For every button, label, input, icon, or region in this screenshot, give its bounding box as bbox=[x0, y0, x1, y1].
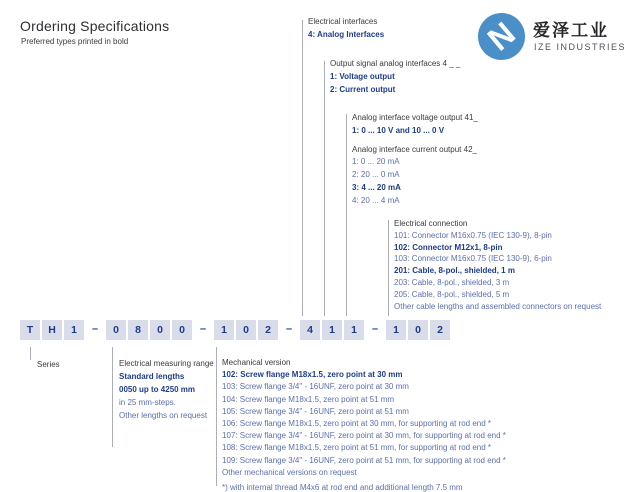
part-number-box: 0 bbox=[172, 320, 192, 340]
option-item: 1: 0 ... 20 mA bbox=[352, 157, 400, 167]
part-number-separator: – bbox=[91, 323, 99, 335]
option-item: 1: Voltage output bbox=[330, 71, 395, 81]
option-item: 105: Screw flange 3/4" - 16UNF, zero point at 51 mm bbox=[222, 406, 409, 416]
option-item: 203: Cable, 8-pol., shielded, 3 m bbox=[394, 277, 510, 287]
ize-logo-icon bbox=[477, 12, 526, 66]
option-item: 0050 up to 4250 mm bbox=[119, 385, 196, 394]
connector-line-mechanical-version bbox=[216, 347, 217, 486]
part-number-box: 1 bbox=[322, 320, 342, 340]
option-item: 107: Screw flange 3/4" - 16UNF, zero point at 30 mm, for supporting at rod end * bbox=[222, 431, 506, 441]
part-number-group-measuring-range bbox=[106, 320, 192, 340]
option-item: 2: Current output bbox=[330, 84, 396, 94]
option-item: 1: 0 ... 10 V and 10 ... 0 V bbox=[352, 125, 445, 135]
part-number-separator: – bbox=[285, 323, 293, 335]
part-number-box: 0 bbox=[150, 320, 170, 340]
part-number-box: 0 bbox=[236, 320, 256, 340]
option-item: 106: Screw flange M18x1.5, zero point at 30 mm, for supporting at rod end * bbox=[222, 419, 492, 429]
option-item: 109: Screw flange 3/4" - 16UNF, zero point at 51 mm, for supporting at rod end * bbox=[222, 455, 506, 465]
option-item: 4: 20 ... 4 mA bbox=[352, 195, 400, 205]
output-signal-block bbox=[330, 58, 460, 96]
part-number-box: 2 bbox=[258, 320, 278, 340]
voltage-output-section bbox=[352, 112, 478, 138]
connector-line-series bbox=[30, 347, 31, 360]
electrical-interfaces-block bbox=[308, 16, 384, 42]
part-number-box: 4 bbox=[300, 320, 320, 340]
part-number-box: 2 bbox=[430, 320, 450, 340]
option-item: Standard lengths bbox=[119, 372, 185, 381]
part-number-box: 0 bbox=[408, 320, 428, 340]
option-item: 108: Screw flange M18x1.5, zero point at 51 mm, for supporting at rod end * bbox=[222, 443, 492, 453]
analog-interface-block bbox=[352, 112, 478, 208]
connector-line-measuring-range bbox=[112, 347, 113, 447]
option-item: Other cable lengths and assembled connectors on request bbox=[394, 301, 602, 311]
block-title: Electrical connection bbox=[394, 219, 468, 228]
option-item: Other lengths on request bbox=[119, 411, 208, 420]
measuring-range-block bbox=[119, 357, 214, 422]
current-output-section bbox=[352, 144, 478, 208]
option-item: in 25 mm-steps. bbox=[119, 398, 176, 407]
page-title: Ordering Specifications bbox=[20, 18, 170, 34]
block-title: Output signal analog interfaces 4 _ _ bbox=[330, 59, 461, 68]
option-item: 201: Cable, 8-pol., shielded, 1 m bbox=[394, 266, 515, 276]
part-number-group-mechanical bbox=[214, 320, 278, 340]
page-subtitle: Preferred types printed in bold bbox=[21, 37, 129, 46]
part-number-group-interface bbox=[300, 320, 364, 340]
part-number-group-series bbox=[20, 320, 84, 340]
option-item: 3: 4 ... 20 mA bbox=[352, 182, 401, 192]
logo-company-name-en: IZE INDUSTRIES bbox=[534, 42, 627, 52]
block-title: Analog interface current output 42_ bbox=[352, 144, 477, 154]
part-number-box: 8 bbox=[128, 320, 148, 340]
block-title: Electrical interfaces bbox=[308, 17, 378, 26]
part-number-box: 0 bbox=[106, 320, 126, 340]
part-number-box: 1 bbox=[344, 320, 364, 340]
block-title: Mechanical version bbox=[222, 358, 291, 367]
footnote: *) with internal thread M4x6 at rod end and additional length 7.5 mm bbox=[222, 483, 463, 492]
option-item: 102: Connector M12x1, 8-pin bbox=[394, 242, 503, 252]
logo-company-name-cn: 爱泽工业 bbox=[533, 21, 609, 40]
connector-line-output-signal bbox=[324, 61, 325, 316]
option-item: 101: Connector M16x0.75 (IEC 130-9), 8-pin bbox=[394, 230, 552, 240]
option-item: 103: Screw flange 3/4" - 16UNF, zero point at 30 mm bbox=[222, 382, 409, 392]
part-number-separator: – bbox=[371, 323, 379, 335]
option-item: 104: Screw flange M18x1.5, zero point at 51 mm bbox=[222, 394, 395, 404]
part-number-box: T bbox=[20, 320, 40, 340]
part-number-box: H bbox=[42, 320, 62, 340]
part-number-box: 1 bbox=[214, 320, 234, 340]
option-item: 102: Screw flange M18x1.5, zero point at 30 mm bbox=[222, 370, 403, 380]
block-title: Series bbox=[37, 360, 60, 369]
electrical-connection-block bbox=[394, 218, 601, 312]
block-title: Electrical measuring range bbox=[119, 359, 214, 368]
part-number-box: 1 bbox=[386, 320, 406, 340]
option-item: 4: Analog Interfaces bbox=[308, 29, 385, 39]
logo-mark-icon bbox=[477, 12, 526, 61]
part-number-group-connection bbox=[386, 320, 450, 340]
connector-line-electrical-connection bbox=[388, 220, 389, 316]
option-item: 103: Connector M16x0.75 (IEC 130-9), 6-pin bbox=[394, 254, 552, 264]
svg-text:N: N bbox=[480, 15, 522, 58]
part-number-box: 1 bbox=[64, 320, 84, 340]
connector-line-electrical-interfaces bbox=[302, 20, 303, 316]
series-block bbox=[37, 359, 60, 372]
option-item: Other mechanical versions on request bbox=[222, 467, 357, 477]
mechanical-version-block bbox=[222, 357, 506, 492]
option-item: 205: Cable, 8-pol., shielded, 5 m bbox=[394, 289, 510, 299]
connector-line-analog-interface bbox=[346, 114, 347, 316]
option-item: 2: 20 ... 0 mA bbox=[352, 170, 400, 180]
part-number-separator: – bbox=[199, 323, 207, 335]
block-title: Analog interface voltage output 41_ bbox=[352, 113, 478, 122]
